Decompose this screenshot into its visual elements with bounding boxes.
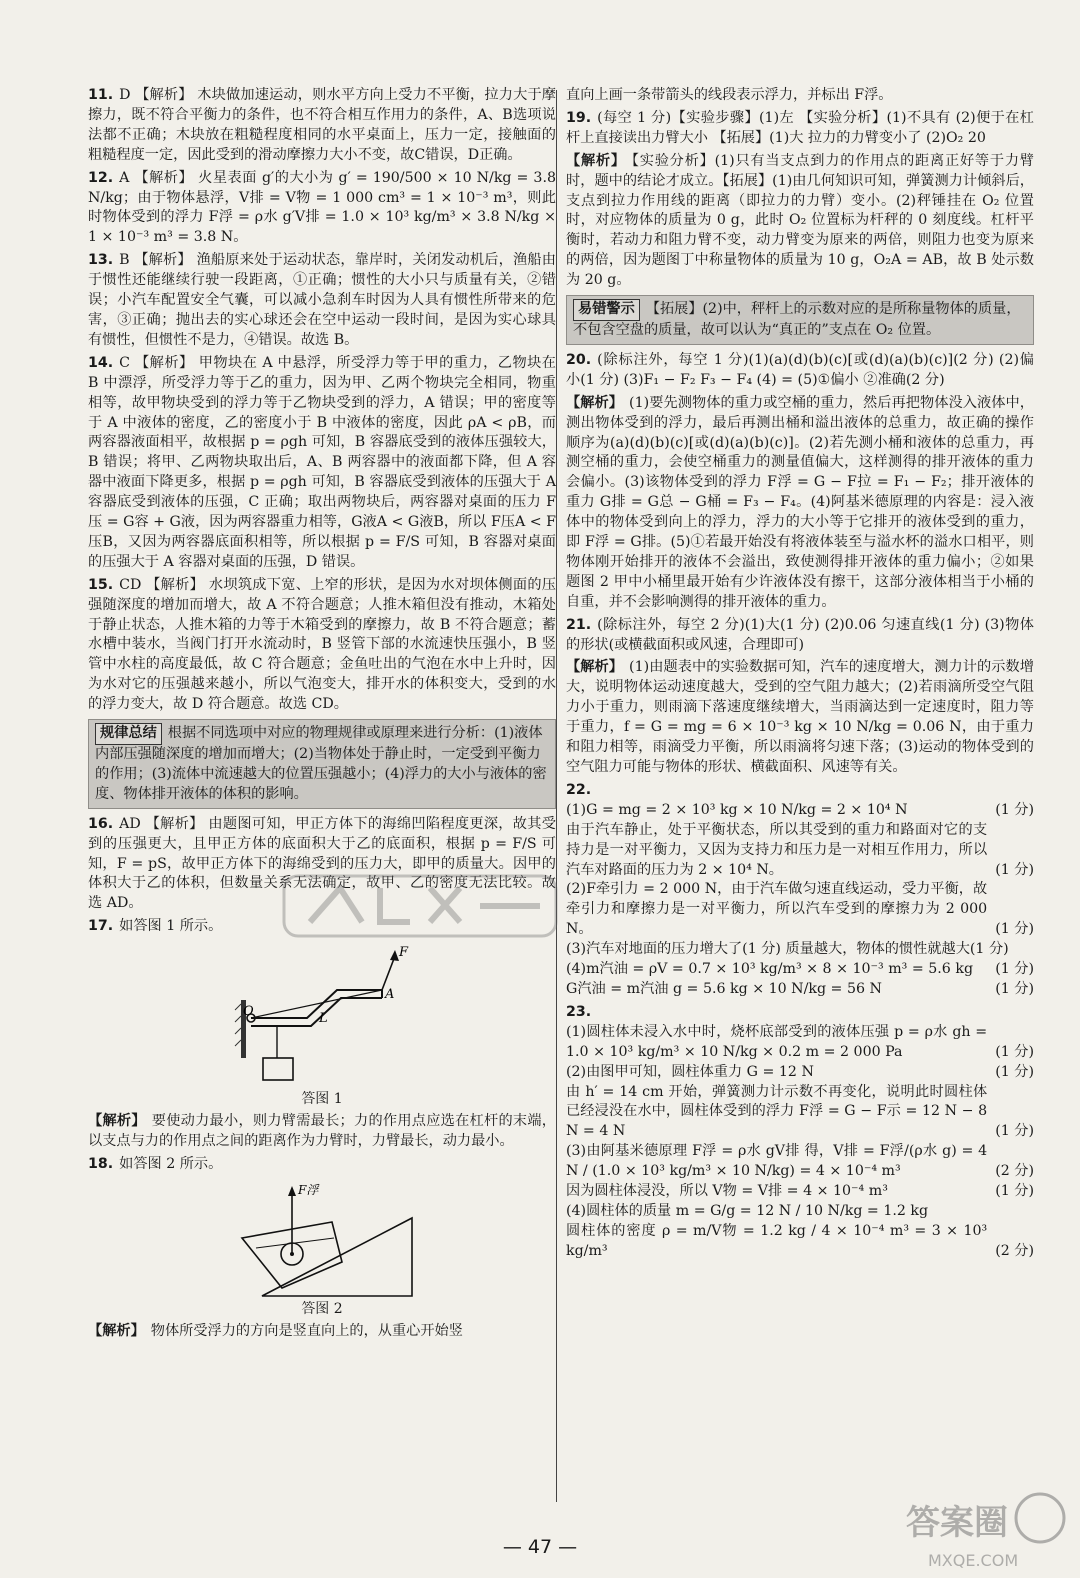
rule-summary-box — [88, 719, 556, 809]
question-number: 16. — [88, 815, 114, 832]
point-a-label: A — [385, 987, 395, 1003]
question-13 — [88, 251, 556, 351]
question-text: C 【解析】 甲物块在 A 中悬浮，所受浮力等于甲的重力，乙物块在 B 中漂浮，所受浮力等于乙的重力，因为甲、乙两个物块完全相同，物重相等，故甲物块受到的浮力等于乙物块受到的浮力，A 错误；甲的密度等于 A 中液体的密度，乙的密度小于 B 中液体的密度，因此 ρA < ρB，而两容器液面相平，故根据 p = ρgh 可知，B 容器底受到的液体压强较大，B 错误；将甲、乙两物块取出后，A、B 两容器中的液面都下降，但 A 容器中液面下降更多，根据 p = ρgh 可知，B 容器底受到液体的压强大于 A 容器底受到液体的压强，C 正确；取出两物块后，两容器对桌面的压力 F压 = G容 + G液，因为两容器重力相等，G液A < G液B，所以 F压A < F压B，又因为两容器底面积相等，所以根据 p = F/S 可知，B 容器对桌面的压强大于 A 容器对桌面的压强，D 错误。 — [88, 354, 556, 570]
solution-line — [566, 960, 1034, 980]
question-14 — [88, 354, 556, 573]
analysis-tag: 【解析】 — [566, 394, 624, 411]
score-note: (1 分) — [995, 861, 1034, 878]
question-number: 20. — [566, 351, 592, 368]
column-divider — [556, 90, 557, 1502]
right-column — [566, 86, 1034, 1265]
solution-line — [566, 1202, 1034, 1222]
question-text: (除标注外，每空 1 分)(1)(a)(d)(b)(c)[或(d)(a)(b)(c)](2 分) (2)偏小(1 分) (3)F₁ − F₂ F₃ − F₄ (4) = (5)①偏小 ②准确(2 分) — [566, 351, 1034, 388]
question-17-analysis — [88, 1112, 556, 1152]
solution-line-text: (4)圆柱体的质量 m = G/g = 12 N / 10 N/kg = 1.2 kg — [566, 1202, 929, 1219]
solution-line — [566, 801, 1034, 821]
watermark-text: 答案圈 — [906, 1503, 1008, 1543]
score-note: (1 分) — [995, 1063, 1034, 1080]
question-text: AD 【解析】 由题图可知，甲正方体下的海绵凹陷程度更深，故其受到的压强更大，且甲正方体的底面积大于乙的底面积，根据 p = F/S 可知，F = pS，故甲正方体下的海绵受到的压力大，即甲的质量大。因甲的体积大于乙的体积，但数量关系无法确定，故甲、乙的密度无法比较。故选 AD。 — [88, 815, 556, 912]
solution-line-text: G汽油 = m汽油 g = 5.6 kg × 10 N/kg = 56 N — [566, 980, 882, 997]
score-note: (1 分) — [995, 980, 1034, 997]
solution-line-text: (4)m汽油 = ρV = 0.7 × 10³ kg/m³ × 8 × 10⁻³ m³ = 5.6 kg — [566, 961, 974, 978]
analysis-tag: 【解析】 — [566, 152, 626, 169]
question-number: 23. — [566, 1003, 592, 1020]
solution-line — [566, 880, 1034, 940]
question-number: 22. — [566, 781, 592, 798]
analysis-text: 【实验分析】(1)只有当支点到力的作用点的距离正好等于力臂时，题中的结论才成立。【拓展】(1)由几何知识可知，弹簧测力计倾斜后，支点到拉力作用线的距离（即拉力的力臂）变小。(2)秤锤挂在 O₂ 位置时，对应物体的质量为 0 g，此时 O₂ 位置标为杆秤的 0 刻度线。杠杆平衡时，若动力和阻力臂不变，动力臂变为原来的两倍，则阻力也变为原来的两倍，因为题图丁中称量物体的质量为 10 g，O₂A = AB，故 B 处示数为 20 g。 — [566, 152, 1034, 289]
solution-line-text: (3)由阿基米德原理 F浮 = ρ水 gV排 得，V排 = F浮/(ρ水 g) = 4 N / (1.0 × 10³ kg/m³ × 10 N/kg) = 4 × 10⁻⁴ m³ — [566, 1143, 988, 1180]
solution-line-text: 圆柱体的密度 ρ = m/V物 = 1.2 kg / 4 × 10⁻⁴ m³ = 3 × 10³ kg/m³ — [566, 1222, 988, 1259]
question-15 — [88, 576, 556, 715]
question-text: (除标注外，每空 2 分)(1)大(1 分) (2)0.06 匀速直线(1 分) (3)物体的形状(或横截面积或风速，合理即可) — [566, 616, 1034, 653]
error-warning-box — [566, 295, 1034, 345]
lever-arm-label: L — [319, 1011, 328, 1027]
solution-line — [566, 1023, 1034, 1063]
figure-caption: 答图 2 — [301, 1300, 343, 1317]
question-number: 13. — [88, 252, 114, 269]
question-number: 12. — [88, 169, 114, 186]
solution-line-text: (2)F牵引力 = 2 000 N，由于汽车做匀速直线运动，受力平衡，故牵引力和摩擦力是一对平衡力，所以汽车受到的摩擦力为 2 000 N。 — [566, 881, 988, 938]
page-number: — 47 — — [502, 1536, 578, 1558]
question-11 — [88, 86, 556, 166]
question-21-analysis — [566, 658, 1034, 777]
figure-2 — [88, 1178, 556, 1320]
score-note: (1 分) — [995, 1043, 1034, 1060]
pivot-label: O — [243, 1004, 254, 1020]
question-23 — [566, 1003, 1034, 1262]
question-text: (每空 1 分)【实验步骤】(1)左 【实验分析】(1)不具有 (2)便于在杠杆上直接读出力臂大小 【拓展】(1)大 拉力的力臂变小了 (2)O₂ 20 — [566, 109, 1034, 146]
solution-line — [566, 1063, 1034, 1083]
question-number: 11. — [88, 87, 114, 103]
question-21 — [566, 616, 1034, 656]
solution-line-text: 由 h′ = 14 cm 开始，弹簧测力计示数不再变化，说明此时圆柱体已经浸没在水中，圆柱体受到的浮力 F浮 = G − F示 = 12 N − 8 N = 4 N — [566, 1083, 988, 1140]
score-note: (1 分) — [995, 801, 1034, 818]
watermark-url: MXQE.COM — [928, 1551, 1019, 1570]
figure-1 — [88, 940, 556, 1110]
center-watermark-logo — [280, 866, 560, 946]
question-18-analysis — [88, 1322, 556, 1342]
solution-line-text: (2)由图甲可知，圆柱体重力 G = 12 N — [566, 1063, 814, 1080]
analysis-text: 物体所受浮力的方向是竖直向上的，从重心开始竖 — [150, 1322, 463, 1339]
question-text: D 【解析】 木块做加速运动，则水平方向上受力不平衡，拉力大于摩擦力，既不符合平衡力的条件，也不符合相互作用力的条件，A、B选项说法都不正确；木块放在粗糙程度相同的水平桌面上，压力一定，接触面的粗糙程度一定，因此受到的滑动摩擦力大小不变，故C错误，D正确。 — [88, 87, 556, 163]
question-18-continued: 直向上画一条带箭头的线段表示浮力，并标出 F浮。 — [566, 87, 893, 103]
solution-lines — [566, 801, 1034, 1000]
question-number: 21. — [566, 616, 592, 633]
score-note: (1 分) — [995, 921, 1034, 938]
solution-lines — [566, 1023, 1034, 1262]
question-number: 18. — [88, 1155, 114, 1172]
left-column — [88, 86, 556, 1345]
solution-line — [566, 1222, 1034, 1262]
question-number: 14. — [88, 354, 114, 371]
error-warning-heading: 易错警示 — [573, 299, 640, 321]
question-19 — [566, 109, 1034, 149]
question-text: 如答图 2 所示。 — [119, 1155, 223, 1172]
question-22 — [566, 781, 1034, 1000]
analysis-tag: 【解析】 — [88, 1113, 146, 1130]
analysis-text: 要使动力最小，则力臂需最长；力的作用点应选在杠杆的末端，以支点与力的作用点之间的距离作为力臂时，力臂最长，动力最小。 — [88, 1113, 556, 1149]
solution-line — [566, 980, 1034, 1000]
solution-line — [566, 1142, 1034, 1182]
analysis-text: (1)要先测物体的重力或空桶的重力，然后再把物体没入液体中，测出物体受到的浮力，最后再测出桶和溢出液体的总重力，故正确的操作顺序为(a)(d)(b)(c)[或(d)(a)(b)(c)]。(2)若先测小桶和液体的总重力，再测空桶的重力，会使空桶重力的测量值偏大，这样测得的排开液体的重力会偏小。(3)该物体受到的浮力 F浮 = G − F拉 = F₁ − F₂；排开液体的重力 G排 = G总 − G桶 = F₃ − F₄。(4)阿基米德原理的内容是：浸入液体中的物体受到向上的浮力，浮力的大小等于它排开的液体受到的重力，即 F浮 = G排。(5)①若最开始没有将液体装至与溢水杯的溢水口相平，则物体刚开始排开的液体不会溢出，致使测得排开液体的重力偏小；②如果题图 2 甲中小桶里最开始有少许液体没有擦干，这部分液体相当于小桶的自重，并不会影响测得的排开液体的重力。 — [566, 394, 1034, 610]
question-12 — [88, 169, 556, 249]
score-note: (1 分) — [995, 1183, 1034, 1200]
solution-line-text: (1)圆柱体未浸入水中时，烧杯底部受到的液体压强 p = ρ水 gh = 1.0 × 10³ kg/m³ × 10 N/kg × 0.2 m = 2 000 Pa — [566, 1023, 988, 1060]
score-note: (2 分) — [995, 1242, 1034, 1259]
score-note: (2 分) — [995, 1163, 1034, 1180]
solution-line-text: (1)G = mg = 2 × 10³ kg × 10 N/kg = 2 × 10⁴ N — [566, 801, 908, 818]
solution-line — [566, 1182, 1034, 1202]
question-number: 17. — [88, 918, 114, 935]
buoyancy-label: F浮 — [298, 1182, 319, 1197]
score-note: (1 分) — [995, 1123, 1034, 1140]
corner-watermark-logo — [898, 1482, 1068, 1572]
buoyancy-diagram — [222, 1178, 422, 1300]
error-warning-text: 【拓展】(2)中，秤杆上的示数对应的是所称量物体的质量，不包含空盘的质量，故可以认为“真正的”支点在 O₂ 位置。 — [573, 301, 1021, 338]
solution-line — [566, 821, 1034, 881]
question-18 — [88, 1155, 556, 1175]
analysis-text: (1)由题表中的实验数据可知，汽车的速度增大，测力计的示数增大，说明物体运动速度越大，受到的空气阻力越大；(2)若雨滴所受空气阻力小于重力，则雨滴下落速度继续增大，当雨滴达到一定速度时，阻力等于重力，f = G = mg = 6 × 10⁻³ kg × 10 N/kg = 0.06 N，由于重力和阻力相等，雨滴受力平衡，所以雨滴将匀速下落；(3)运动的物体受到的空气阻力可能与物体的形状、横截面积、风速等有关。 — [566, 659, 1034, 775]
solution-line-text: (3)汽车对地面的压力增大了(1 分) 质量越大，物体的惯性就越大(1 分) — [566, 941, 1009, 958]
rule-summary-heading: 规律总结 — [95, 723, 162, 745]
question-20-analysis — [566, 394, 1034, 613]
solution-line-text: 由于汽车静止，处于平衡状态，所以其受到的重力和路面对它的支持力是一对平衡力，又因为支持力和压力是一对相互作用力，所以汽车对路面的压力为 2 × 10⁴ N。 — [566, 821, 988, 878]
question-text: B 【解析】 渔船原来处于运动状态，靠岸时，关闭发动机后，渔船由于惯性还能继续行驶一段距离，①正确；惯性的大小只与质量有关，②错误；小汽车配置安全气囊，可以减小急刹车时因为人具有惯性所带来的危害，③正确；抛出去的实心球还会在空中运动一段时间，是因为实心球具有惯性，但惯性不是力，④错误。故选 B。 — [88, 252, 556, 348]
force-label: F — [399, 945, 409, 961]
question-20 — [566, 351, 1034, 391]
question-number: 19. — [566, 109, 592, 126]
figure-caption: 答图 1 — [301, 1091, 343, 1108]
question-text: CD 【解析】 水坝筑成下宽、上窄的形状，是因为水对坝体侧面的压强随深度的增加而增大，故 A 不符合题意；人推木箱但没有推动，木箱处于静止状态，人推木箱的力等于木箱受到的摩擦力，故 B 不符合题意；蓄水槽中装水，当阀门打开水流动时，B 竖管下部的水流速快压强小，B 竖管中水柱的高度最低，故 C 符合题意；金鱼吐出的气泡在水中上升时，因为水对它的压强越来越小，所以气泡变大，排开水的体积变大，受到的水的浮力变大，故 D 符合题意。故选 CD。 — [88, 576, 556, 713]
question-text: A 【解析】 火星表面 g′的大小为 g′ = 190/500 × 10 N/kg = 3.8 N/kg；由于物体悬浮，V排 = V物 = 1 000 cm³ = 1 × 10⁻³ m³，则此时物体受到的浮力 F浮 = ρ水 g′V排 = 1.0 × 10³ kg/m³ × 3.8 N/kg × 1 × 10⁻³ m³ = 3.8 N。 — [88, 169, 556, 246]
question-19-analysis — [566, 152, 1034, 291]
analysis-tag: 【解析】 — [566, 659, 624, 676]
analysis-tag: 【解析】 — [88, 1322, 145, 1339]
solution-line — [566, 940, 1034, 960]
score-note: (1 分) — [995, 961, 1034, 978]
solution-line-text: 因为圆柱体浸没，所以 V物 = V排 = 4 × 10⁻⁴ m³ — [566, 1183, 888, 1200]
question-text: 如答图 1 所示。 — [119, 918, 223, 935]
rule-summary-text: 根据不同选项中对应的物理规律或原理来进行分析：(1)液体内部压强随深度的增加而增大；(2)当物体处于静止时，一定受到平衡力的作用；(3)流体中流速越大的位置压强越小；(4)浮力的大小与液体的密度、物体排开液体的体积的影响。 — [95, 725, 547, 802]
solution-line — [566, 1083, 1034, 1143]
question-number: 15. — [88, 576, 114, 593]
lever-diagram — [207, 940, 437, 1090]
